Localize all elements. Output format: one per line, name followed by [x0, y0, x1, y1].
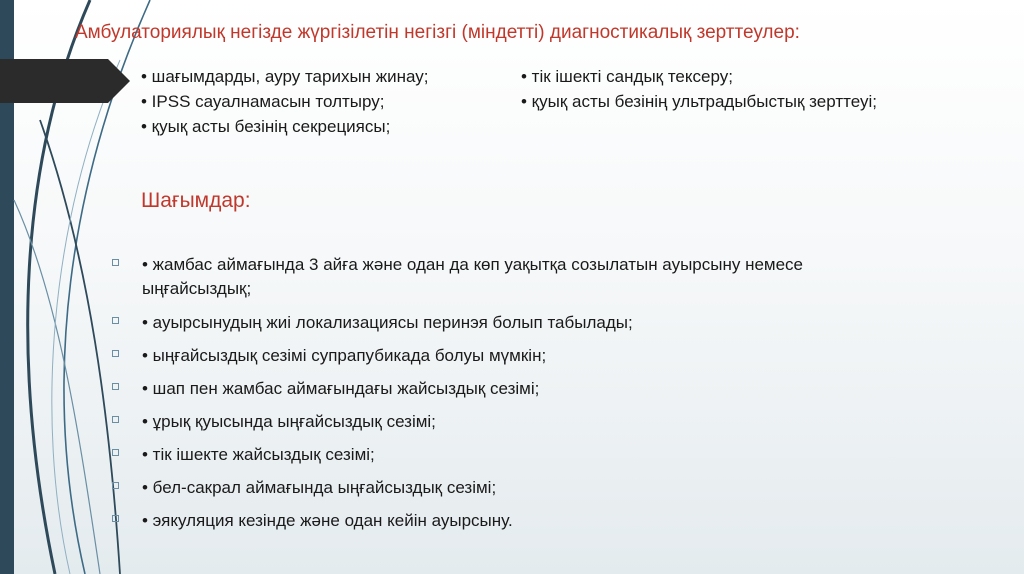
complaint-text: • ыңғайсыздық сезімі супрапубикада болуы мүмкін; [142, 346, 547, 365]
hollow-square-icon [112, 259, 119, 266]
complaint-text: • ауырсынудың жиі локализациясы перинэя болып табылады; [142, 313, 633, 332]
intro-item: • тік ішекті сандық тексеру; [521, 67, 733, 86]
hollow-square-icon [112, 317, 119, 324]
complaint-text: • шап пен жамбас аймағындағы жайсыздық сезімі; [142, 379, 540, 398]
intro-item: • қуық асты безінің ультрадыбыстық зерттеуі; [521, 92, 877, 111]
hollow-square-icon [112, 515, 119, 522]
slide-title: Амбулаториялық негізде жүргізілетін негізгі (міндетті) диагностикалық зерттеулер: [75, 22, 800, 43]
section-heading: Шағымдар: [141, 189, 251, 212]
complaint-text: • тік ішекте жайсыздық сезімі; [142, 445, 375, 464]
arrow-pointer-icon [0, 59, 130, 103]
hollow-square-icon [112, 416, 119, 423]
complaint-text: • жамбас аймағында 3 айға және одан да көп уақытқа созылатын ауырсыну немесе ыңғайсыздық; [142, 255, 804, 298]
hollow-square-icon [112, 383, 119, 390]
intro-item: • шағымдарды, ауру тарихын жинау; [141, 67, 429, 86]
complaint-text: • эякуляция кезінде және одан кейін ауырсыну. [142, 511, 513, 530]
hollow-square-icon [112, 350, 119, 357]
intro-item: • IPSS сауалнамасын толтыру; [141, 92, 385, 111]
complaint-text: • бел-сакрал аймағында ыңғайсыздық сезімі; [142, 478, 497, 497]
hollow-square-icon [112, 482, 119, 489]
hollow-square-icon [112, 449, 119, 456]
complaint-text: • ұрық қуысында ыңғайсыздық сезімі; [142, 412, 436, 431]
intro-item: • қуық асты безінің секрециясы; [141, 117, 391, 136]
